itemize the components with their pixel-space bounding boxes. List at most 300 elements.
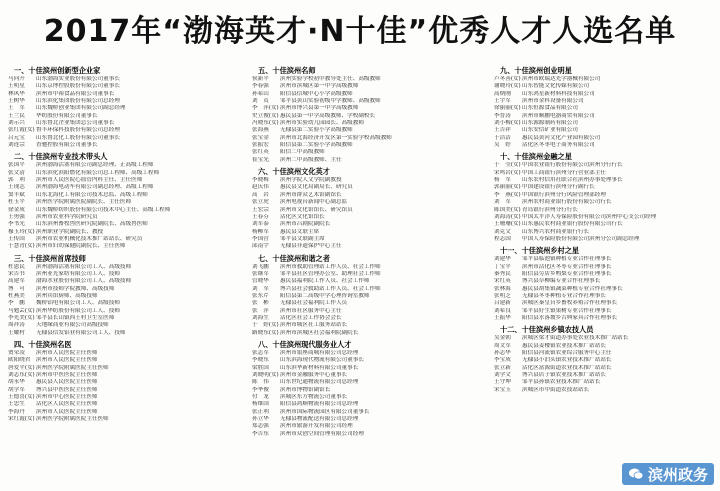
list-item — [252, 149, 484, 156]
list-item — [252, 315, 484, 322]
list-item — [494, 199, 712, 206]
person-name: 侯新平 — [252, 76, 269, 82]
person-affiliation: 无棣县小泊头镇农业技术推广站站长 — [522, 357, 612, 364]
person-name: 张宝金 — [252, 134, 269, 141]
person-affiliation: 魏桥铝电有限公司工人、高级技师 — [36, 300, 120, 307]
person-name: 徐金成 — [8, 206, 25, 213]
person-name: 张志军 — [252, 350, 269, 356]
person-name: 李海丹 — [8, 408, 25, 415]
list-item — [494, 177, 712, 184]
person-name: 王宇军 — [494, 98, 511, 105]
list-item — [494, 286, 712, 293]
list-item — [252, 76, 484, 83]
list-item — [494, 214, 712, 221]
person-affiliation: 阳信县劳店乡鸭梨专业合作社理事长 — [522, 270, 612, 277]
person-name: 于慧青(女) — [8, 243, 35, 250]
person-name: 孙志华 — [494, 350, 511, 356]
list-item — [8, 142, 242, 149]
award-section — [252, 167, 484, 250]
award-section — [494, 246, 712, 322]
person-affiliation: 邹平县黄山实验初级中学教师、高级教师 — [280, 98, 381, 105]
person-affiliation: 博兴县店子镇农业技术推广站站长 — [522, 372, 606, 379]
person-name: 王宏宗 — [252, 206, 269, 213]
person-affiliation: 山东魏桥纺织股份有限公司技术中心主任、高级工程师 — [36, 206, 171, 213]
person-affiliation: 滨州市社区服务中心主任 — [280, 307, 342, 314]
person-affiliation: 山东源源制药有限公司 — [522, 120, 578, 127]
person-affiliation: 无棣县第二实验小学高级教师 — [280, 127, 353, 134]
list-item — [494, 76, 712, 83]
person-name: 徐丽丽(女) — [494, 105, 521, 112]
person-affiliation: 阳信县第二实验小学高级教师 — [280, 142, 353, 149]
person-name: 郭 利 — [8, 177, 25, 184]
person-name: 史立俊(女) — [252, 112, 279, 119]
list-item — [494, 221, 712, 228]
person-name: 李 萍(女) — [252, 105, 279, 112]
person-affiliation: 无棣县物流配送有限公司总经理 — [280, 416, 359, 423]
person-affiliation: 滨州市技师学院教师、高级技师 — [36, 285, 115, 292]
person-affiliation: 香驰控股有限公司董事长 — [36, 142, 98, 149]
person-name: 窦丰斌 — [8, 191, 25, 198]
list-item — [494, 357, 712, 364]
list-item — [252, 379, 484, 386]
person-affiliation: 滨州市国际物流园区有限公司董事长 — [280, 408, 370, 415]
person-name: 李华俊 — [252, 386, 269, 393]
person-affiliation: 阳信县鸿顺物流有限公司总经理 — [280, 401, 359, 408]
person-affiliation: 博兴县社会救助站工作人员、社会工作师 — [280, 285, 381, 292]
person-name: 梁胜国 — [252, 364, 269, 371]
list-item — [8, 127, 242, 134]
person-name: 于 莹(女) — [494, 162, 521, 169]
list-item — [494, 184, 712, 191]
person-affiliation: 滨州市人民医院主任医师 — [36, 357, 98, 364]
person-name: 刘晓明(女) — [252, 372, 279, 379]
person-name: 宋鸣岩(女) — [494, 169, 521, 176]
list-item — [494, 98, 712, 105]
list-item — [252, 207, 484, 214]
section-title: 四、十佳滨州名医 — [14, 340, 72, 349]
person-affiliation: 中国建设银行滨州分行副行长 — [522, 184, 595, 191]
person-affiliation: 山东安信矿业有限公司 — [522, 127, 578, 134]
list-item — [252, 221, 484, 228]
person-affiliation: 无棣县非遗保护中心主任 — [280, 243, 342, 250]
wechat-logo-icon — [628, 466, 644, 482]
person-name: 刘 军 — [252, 285, 269, 292]
list-item — [8, 365, 242, 372]
person-affiliation: 滨州市旅游开发有限公司经理 — [280, 423, 353, 430]
person-name: 杨 军 — [494, 177, 511, 184]
list-item — [8, 162, 242, 169]
award-section — [494, 66, 712, 149]
person-affiliation: 滨州医学院附属医院主任医师 — [36, 364, 109, 371]
person-affiliation: 山东鸿星新材料科技有限公司 — [522, 90, 595, 97]
list-item — [252, 127, 484, 134]
list-item — [494, 256, 712, 263]
list-item — [494, 105, 712, 112]
person-name: 高炳刚 — [494, 90, 511, 97]
person-affiliation: 滨州医学院附属医院副院长、主任医师 — [36, 199, 132, 206]
person-affiliation: 滨州市滨城区第一中学高级教师 — [280, 83, 359, 90]
person-name: 王 军 — [8, 105, 25, 112]
list-item — [8, 315, 242, 322]
person-affiliation: 无棣县冬枣种植专业合作社理事长 — [522, 292, 606, 299]
person-affiliation: 惠民县福利院工作人员、社会工作师 — [280, 278, 370, 285]
person-affiliation: 滨州二中高级教师、主任 — [280, 156, 342, 163]
person-name: 高 岩 — [252, 191, 269, 198]
person-affiliation: 滨州市中心医院主任医师 — [36, 394, 98, 401]
person-name: 张林海 — [494, 285, 511, 292]
person-name: 周祥涛 — [8, 322, 25, 329]
person-name: 刘飞鹏 — [252, 263, 269, 270]
list-item — [252, 322, 484, 329]
person-name: 王守坤 — [494, 379, 511, 386]
person-name: 杜恩民 — [8, 263, 25, 270]
person-affiliation: 中国人寿保险股份有限公司滨州分公司副总经理 — [522, 235, 640, 242]
person-name: 宋宝玉 — [494, 386, 511, 393]
person-name: 宋红霞(女) — [8, 416, 35, 423]
list-item — [252, 264, 484, 271]
list-item — [494, 293, 712, 300]
person-name: 吴金朝 — [494, 335, 511, 342]
list-item — [252, 330, 484, 337]
list-item — [8, 243, 242, 250]
list-item — [8, 135, 242, 142]
award-section — [252, 254, 484, 337]
person-affiliation: 滨州市人民医院主任医师 — [36, 408, 98, 415]
person-affiliation: 邹平县好生镇果树专业合作社理事长 — [522, 307, 612, 314]
person-name: 贾荣凌 — [8, 350, 25, 356]
list-item — [252, 286, 484, 293]
list-item — [8, 192, 242, 199]
list-item — [494, 142, 712, 149]
person-name: 郭丽丽(女) — [494, 184, 521, 191]
list-item — [8, 372, 242, 379]
person-affiliation: 滨州市滨城区社会福利院副院长 — [280, 329, 359, 336]
person-affiliation: 滨州市顺鹏电器商贸有限公司 — [522, 112, 595, 119]
list-item — [494, 315, 712, 322]
person-name: 王德喜(女) — [8, 394, 35, 401]
list-item — [8, 236, 242, 243]
person-affiliation: 沾化区富源街道农业技术推广站站长 — [522, 364, 612, 371]
person-affiliation: 滨州渤海活塞有限公司副总经理、正高级工程师 — [36, 162, 154, 169]
person-name: 李晓梅 — [252, 177, 269, 184]
list-item — [8, 357, 242, 364]
list-item — [8, 177, 242, 184]
list-item — [252, 271, 484, 278]
person-affiliation: 沾化区社会工作协会会长 — [280, 314, 342, 321]
list-item — [494, 387, 712, 394]
list-item — [494, 229, 712, 236]
person-name: 李宝成 — [494, 357, 511, 364]
list-item — [494, 127, 712, 134]
list-item — [494, 162, 712, 169]
person-affiliation: 无棣县社会福利院工作人员 — [280, 300, 348, 307]
person-affiliation: 惠民县文联主席 — [280, 228, 320, 235]
person-name: 李 燕(女) — [494, 191, 521, 198]
list-item — [8, 120, 242, 127]
list-item — [252, 98, 484, 105]
list-item — [494, 207, 712, 214]
person-affiliation: 青岛银行滨州分行行长 — [522, 206, 578, 213]
person-affiliation: 滨州市金融服务中心董事长 — [280, 372, 348, 379]
list-item — [494, 135, 712, 142]
person-affiliation: 滨州市中裕食品有限公司董事长 — [36, 90, 115, 97]
award-section — [8, 340, 242, 423]
person-affiliation: 邹平县社区管理办公室、助理社会工作师 — [280, 270, 381, 277]
list-item — [252, 423, 484, 430]
person-name: 秦秀民 — [494, 270, 511, 277]
list-item — [252, 192, 484, 199]
person-affiliation: 惠民县黄河文化产业园有限公司 — [522, 134, 601, 141]
person-name: 刘连宗 — [8, 142, 25, 149]
person-name: 张立虎 — [252, 199, 269, 206]
person-name: 冯晓东(女) — [252, 120, 279, 127]
person-affiliation: 山东渤海实业股份有限公司董事长 — [36, 76, 120, 82]
award-section — [252, 66, 484, 164]
person-name: 杜燕美 — [8, 292, 25, 299]
person-name: 穆玉玲(女) — [8, 228, 35, 235]
list-item — [252, 199, 484, 206]
person-name: 王明星 — [8, 83, 25, 90]
list-item — [8, 271, 242, 278]
person-name: 周文军 — [494, 342, 511, 349]
person-name: 宋吉书 — [8, 270, 25, 277]
person-name: 张文清 — [8, 169, 25, 176]
list-item — [8, 278, 242, 285]
person-name: 谢晓玲(女) — [494, 83, 521, 90]
person-name: 刘志东(女) — [8, 372, 35, 379]
person-name: 李吉东 — [252, 430, 269, 437]
list-item — [8, 350, 242, 357]
section-title: 二、十佳滨州专业技术带头人 — [14, 152, 108, 162]
list-item — [8, 214, 242, 221]
person-name: 刘海涛(女) — [494, 213, 521, 220]
person-name: 王现志 — [8, 184, 25, 191]
list-item — [494, 278, 712, 285]
person-affiliation: 山东滨化集团股份有限公司总经理 — [36, 98, 120, 105]
person-name: 李国营 — [252, 235, 269, 242]
list-item — [252, 372, 484, 379]
person-affiliation: 山东恒源食品有限公司 — [522, 105, 578, 112]
person-affiliation: 滨州市金科设备有限公司 — [522, 98, 584, 105]
person-affiliation: 山东鲁北化工股份有限公司董事长 — [36, 134, 120, 141]
person-name: 李春强 — [252, 83, 269, 90]
person-name: 赵庆伟 — [252, 184, 269, 191]
list-item — [252, 243, 484, 250]
person-name: 王耀村 — [8, 329, 25, 336]
person-affiliation: 滨城区梁才街道办事处农业技术推广站站长 — [522, 335, 629, 342]
person-name: 博 可 — [8, 285, 25, 292]
name-list-columns — [8, 66, 712, 486]
list-item — [252, 157, 484, 164]
section-title: 三、十佳滨州首席技师 — [14, 253, 86, 263]
person-name: 李书光 — [8, 221, 25, 228]
person-affiliation: 滨城区秦皇台乡畜牧养殖合作社理事长 — [522, 300, 618, 307]
section-title: 十一、十佳滨州乡村之星 — [500, 246, 580, 256]
list-item — [252, 105, 484, 112]
person-affiliation: 山东惠民农村商业银行股份有限公司行长 — [522, 221, 623, 228]
person-name: 孙立华 — [252, 416, 269, 423]
list-item — [8, 229, 242, 236]
person-affiliation: 中国工商银行滨州分行营业部主任 — [522, 169, 606, 176]
list-item — [8, 416, 242, 423]
person-affiliation: 山东智能文化传媒有限公司 — [522, 83, 590, 90]
list-item — [252, 83, 484, 90]
section-title: 十、十佳滨州金融之星 — [500, 152, 572, 162]
list-item — [252, 293, 484, 300]
person-name: 卢冬善(女) — [494, 76, 521, 82]
person-name: 林风华 — [8, 90, 25, 97]
award-section — [252, 340, 484, 438]
list-item — [8, 300, 242, 307]
list-item — [8, 286, 242, 293]
person-name: 孙希山 — [252, 90, 269, 97]
section-title: 十二、十佳滨州乡镇农技人员 — [500, 325, 594, 335]
person-affiliation: 博兴县草柳编专业合作社理事长 — [522, 278, 601, 285]
list-item — [8, 170, 242, 177]
person-affiliation: 滨州市人民医院主任医师 — [36, 350, 98, 356]
person-name: 王兰民 — [8, 112, 25, 119]
person-name: 陈 伟 — [252, 379, 269, 386]
person-name: 刘学文 — [494, 372, 511, 379]
person-affiliation: 滨州市城区社工服务站站长 — [280, 322, 348, 329]
person-affiliation: 滨州市银座商城有限公司总经理 — [280, 350, 359, 356]
person-affiliation: 阳信二中高级教师 — [280, 149, 325, 156]
person-affiliation: 无棣县信发铝业有限公司工人、技师 — [36, 329, 126, 336]
person-affiliation: 滨州亚光家纺有限公司工人、技师 — [36, 270, 120, 277]
person-affiliation: 中国太平洋人寿保险股份有限公司滨州中心支公司经理 — [522, 213, 657, 220]
person-affiliation: 滨城区市中街道农技站站长 — [522, 386, 590, 393]
person-affiliation: 阳信县水落坡乡古典家具合作社理事长 — [522, 314, 618, 321]
section-title: 六、十佳滨州文化英才 — [258, 167, 330, 177]
person-name: 刘示兴 — [8, 120, 25, 127]
person-name: 张继军 — [252, 270, 269, 277]
person-affiliation: 阳信县信城中心小学高级教师 — [280, 90, 353, 97]
list-item — [252, 394, 484, 401]
list-item — [494, 343, 712, 350]
list-item — [252, 135, 484, 142]
list-item — [494, 308, 712, 315]
section-title: 九、十佳滨州创业明星 — [500, 66, 572, 75]
list-item — [8, 113, 242, 120]
person-name: 王吉祥 — [494, 127, 511, 134]
person-name: 张海燕 — [252, 127, 269, 134]
list-item — [252, 142, 484, 149]
section-title: 七、十佳滨州和谐之者 — [258, 253, 330, 263]
list-item — [8, 105, 242, 112]
list-item — [494, 365, 712, 372]
person-affiliation: 滨州渤海电动车有限公司副总经理、高级工程师 — [36, 184, 154, 191]
person-name: 吕元宝 — [8, 134, 25, 141]
person-affiliation: 博兴县中医医院主任医师 — [36, 386, 98, 393]
list-item — [8, 184, 242, 191]
person-affiliation: 滨州市妇幼保健院副院长、主任医师 — [36, 243, 126, 250]
person-affiliation: 滨州市农业科学院研究员 — [36, 213, 98, 220]
list-item — [8, 221, 242, 228]
person-name: 张东芹 — [252, 292, 269, 299]
person-name: 马向升 — [8, 76, 25, 82]
person-name: 程志国 — [494, 235, 511, 242]
person-affiliation: 滨州市北海经济开发区第一实验学校高级教师 — [280, 134, 392, 141]
list-item — [8, 98, 242, 105]
person-name: 王传国 — [8, 235, 25, 242]
person-name: 陈国美(女) — [494, 206, 521, 213]
person-affiliation: 滨州市群众艺术馆副馆长 — [280, 191, 342, 198]
person-affiliation: 滨州市众创空间管理有限公司经理 — [280, 430, 364, 437]
person-name: 路晓东(女) — [252, 329, 279, 336]
person-affiliation: 山东滨化滨阳燃化有限公司总工程师、高级工程师 — [36, 169, 160, 176]
list-item — [494, 372, 712, 379]
person-name: 张国平 — [8, 162, 25, 169]
list-item — [494, 271, 712, 278]
person-affiliation: 山东魏桥创业集团有限公司副总经理 — [36, 105, 126, 112]
person-affiliation: 滨州市农业机械化技术推广站站长、研究员 — [36, 235, 143, 242]
person-affiliation: 中国银行滨州分行风险管理部经理 — [522, 191, 606, 198]
person-name: 李晋涛 — [494, 112, 511, 119]
list-item — [252, 365, 484, 372]
list-item — [8, 91, 242, 98]
person-affiliation: 滨州市吕剧院副院长 — [280, 221, 331, 228]
person-name: 刘小梅(女) — [494, 120, 521, 127]
person-affiliation: 山东博兴农村商业银行行长 — [522, 228, 590, 235]
list-item — [494, 91, 712, 98]
person-affiliation: 滨州市实验幼儿园园长、高级教师 — [280, 120, 364, 127]
person-affiliation: 滨州市中医医院主任医师 — [36, 372, 98, 379]
person-affiliation: 山东农村信用社联合社滨州办事处理事长 — [522, 177, 623, 184]
person-name: 管晓华 — [252, 278, 269, 285]
person-name: 王振华 — [494, 314, 511, 321]
list-item — [8, 264, 242, 271]
person-name: 王树华 — [8, 98, 25, 105]
person-name: 张 萍 — [252, 307, 269, 314]
person-affiliation: 滨州市文化馆馆长、研究馆员 — [280, 206, 353, 213]
person-name: 宋红英 — [494, 278, 511, 285]
person-affiliation: 中国农业银行股份有限公司滨州分行行长 — [522, 162, 623, 169]
person-name: 刘克文 — [494, 228, 511, 235]
list-item — [8, 308, 242, 315]
person-name: 李晓东 — [252, 357, 269, 364]
award-section — [8, 152, 242, 250]
list-item — [252, 278, 484, 285]
person-name: 李光美(女) — [8, 314, 35, 321]
person-affiliation: 滨州农村商业银行股份有限公司行长 — [522, 199, 612, 206]
person-name: 于洁洁 — [494, 134, 511, 141]
list-item — [8, 409, 242, 416]
person-name: 张红霞(女) — [8, 127, 35, 134]
award-section — [8, 254, 242, 337]
list-item — [8, 207, 242, 214]
person-name: 吕建新 — [494, 300, 511, 307]
person-name: 张红英 — [252, 149, 269, 156]
list-item — [8, 293, 242, 300]
person-name: 王珊珊(女) — [494, 221, 521, 228]
person-name: 王春芬 — [252, 213, 269, 220]
person-affiliation: 山东滨华新材料有限公司董事长 — [280, 364, 359, 371]
person-name: 王忠生 — [8, 401, 25, 408]
award-section — [494, 325, 712, 394]
list-item — [252, 401, 484, 408]
section-title: 八、十佳滨州现代服务业人才 — [258, 340, 352, 349]
list-item — [252, 300, 484, 307]
list-item — [252, 350, 484, 357]
person-affiliation: 山东北海化工有限公司技术总监、高级工程师 — [36, 191, 148, 198]
person-affiliation: 沾化区人民医院主任医师 — [36, 401, 98, 408]
person-name: 邱南宇 — [252, 243, 269, 250]
person-name: 杨柳军 — [252, 228, 269, 235]
person-name: 吴 婷 — [494, 142, 511, 149]
person-affiliation: 山东京博控股股份有限公司董事长 — [36, 83, 120, 90]
list-item — [8, 379, 242, 386]
person-affiliation: 滨州市博物馆副馆长 — [280, 386, 331, 393]
